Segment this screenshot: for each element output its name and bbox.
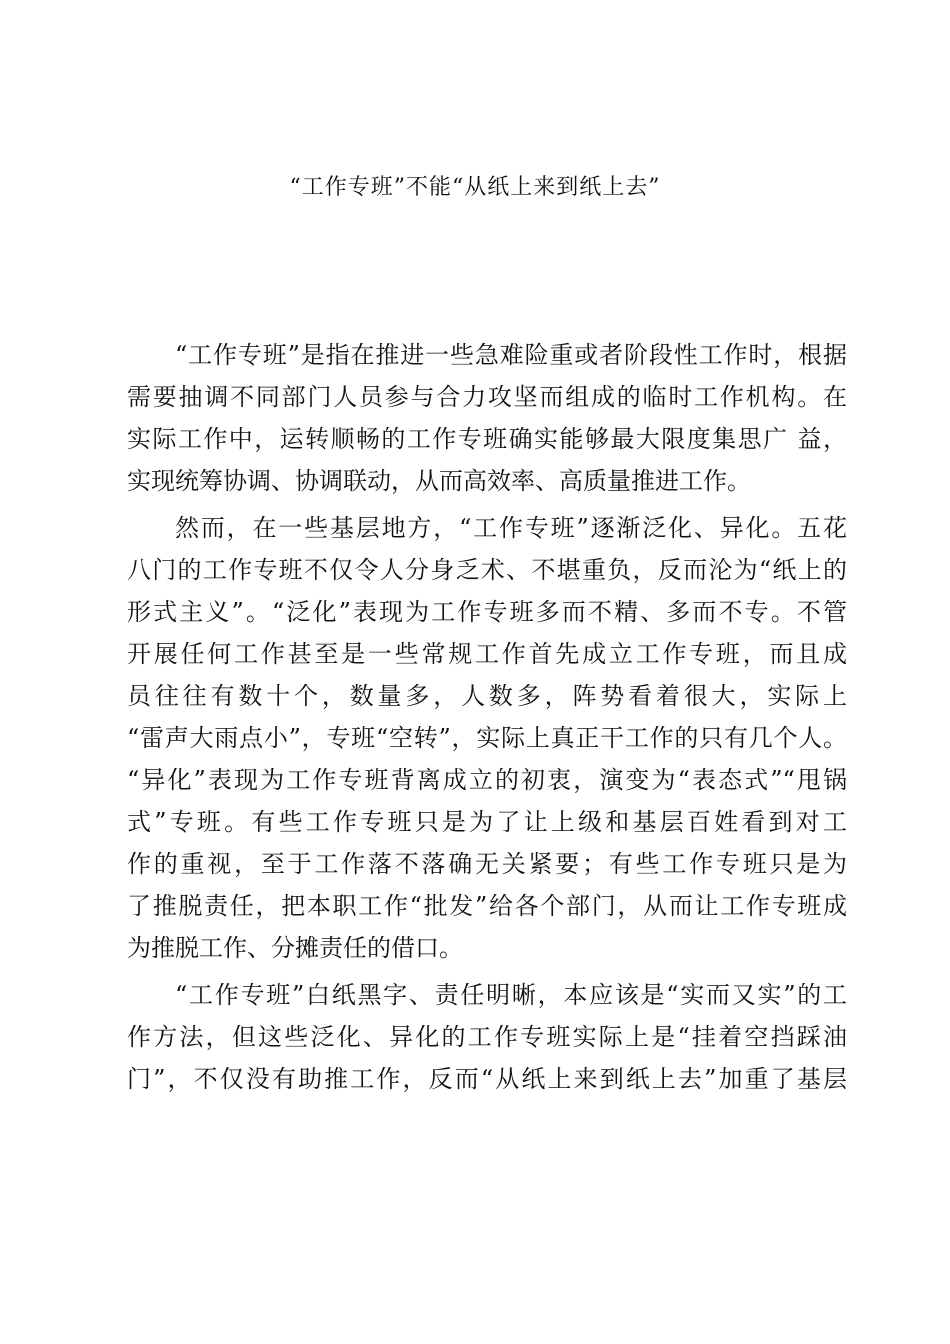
text-line: 实现统筹协调、协调联动，从而高效率、高质量推进工作。 — [127, 467, 751, 495]
paragraph — [127, 507, 847, 969]
text-line: 作方法，但这些泛化、异化的工作专班实际上是“挂着空挡踩油 — [127, 1023, 847, 1051]
text-line: 门”，不仅没有助推工作，反而“从纸上来到纸上去”加重了基层 — [127, 1065, 847, 1093]
text-line: 为推脱工作、分摊责任的借口。 — [127, 934, 463, 962]
text-line: “异化”表现为工作专班背离成立的初衷，演变为“表态式”“甩锅 — [127, 766, 847, 794]
paragraph — [127, 974, 847, 1100]
text-line: 形式主义”。“泛化”表现为工作专班多而不精、多而不专。不管 — [127, 598, 847, 626]
text-line: 作的重视，至于工作落不落确无关紧要；有些工作专班只是为 — [127, 850, 847, 878]
text-line: 式”专班。有些工作专班只是为了让上级和基层百姓看到对工 — [127, 808, 847, 836]
text-line: 然而，在一些基层地方，“工作专班”逐渐泛化、异化。五花 — [175, 514, 847, 542]
text-line: 开展任何工作甚至是一些常规工作首先成立工作专班，而且成 — [127, 640, 847, 668]
text-line: 了推脱责任，把本职工作“批发”给各个部门，从而让工作专班成 — [127, 892, 847, 920]
text-line: “雷声大雨点小”，专班“空转”，实际上真正干工作的只有几个人。 — [127, 724, 847, 752]
text-line: 需要抽调不同部门人员参与合力攻坚而组成的临时工作机构。在 — [127, 383, 847, 411]
text-line: “工作专班”白纸黑字、责任明晰，本应该是“实而又实”的工 — [175, 981, 847, 1009]
document-body — [127, 334, 847, 1100]
text-line: “工作专班”是指在推进一些急难险重或者阶段性工作时，根据 — [175, 341, 847, 369]
document-title: “工作专班”不能“从纸上来到纸上去” — [289, 175, 661, 200]
text-line: 员往往有数十个，数量多，人数多，阵势看着很大，实际上 — [127, 682, 847, 710]
text-line: 八门的工作专班不仅令人分身乏术、不堪重负，反而沦为“纸上的 — [127, 556, 847, 584]
text-line: 实际工作中，运转顺畅的工作专班确实能够最大限度集思广 益， — [127, 425, 847, 453]
paragraph — [127, 334, 847, 502]
